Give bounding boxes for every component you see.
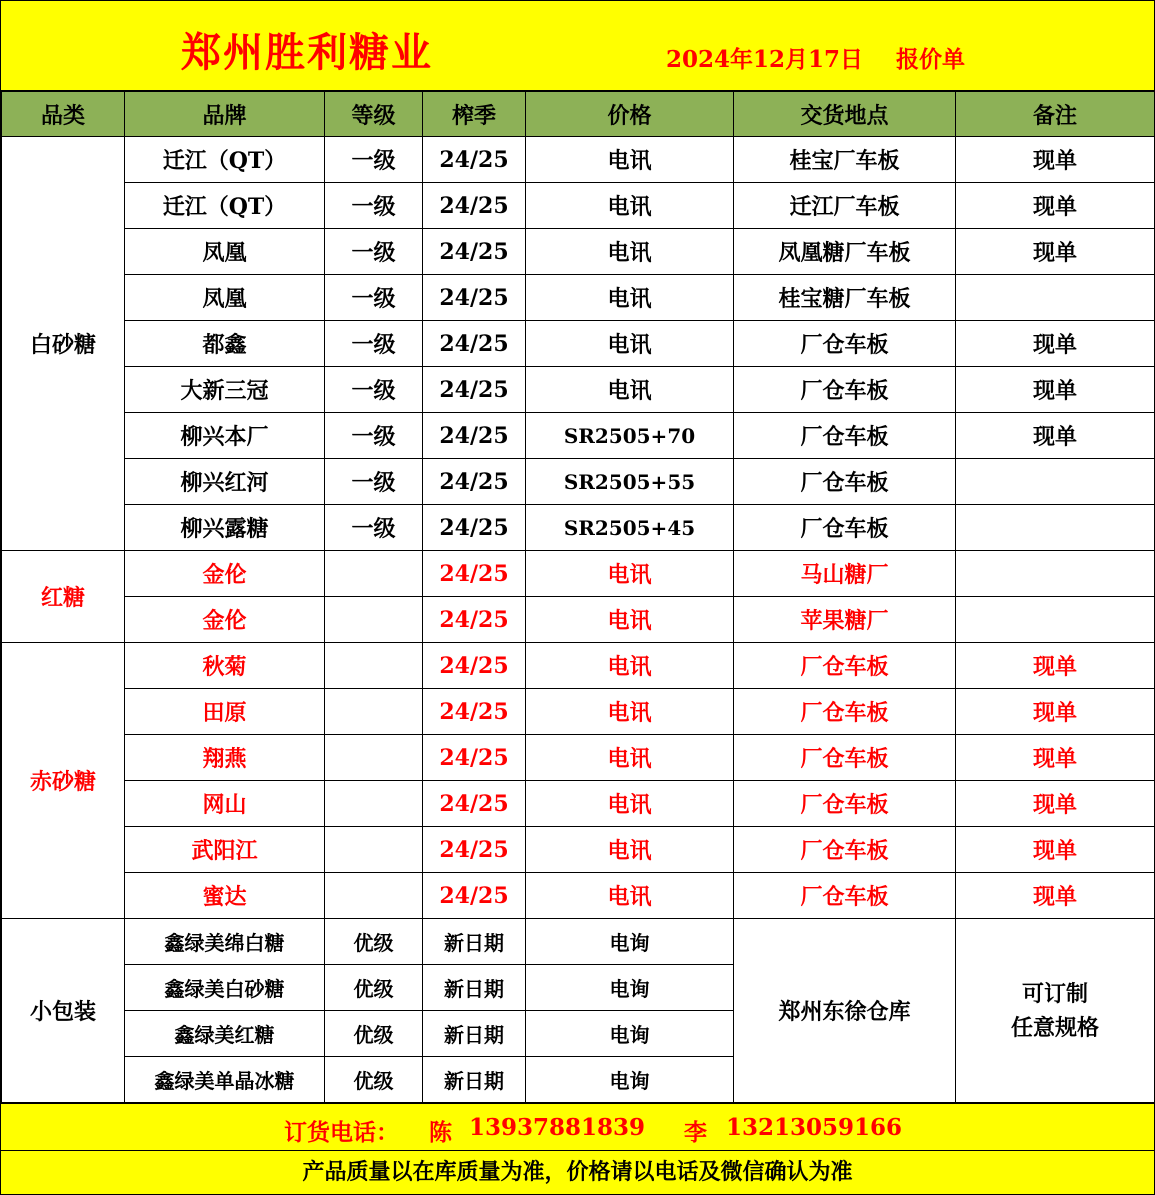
season-cell: 24/25 — [423, 413, 526, 459]
brand-cell: 金伦 — [125, 597, 325, 643]
price-cell: 电讯 — [526, 781, 734, 827]
season-cell: 24/25 — [423, 183, 526, 229]
brand-cell: 鑫绿美绵白糖 — [125, 919, 325, 965]
grade-cell — [325, 689, 423, 735]
price-table — [1, 91, 1155, 1103]
season-cell: 24/25 — [423, 367, 526, 413]
price-cell: 电讯 — [526, 137, 734, 183]
grade-cell: 一级 — [325, 137, 423, 183]
brand-cell: 网山 — [125, 781, 325, 827]
company-name: 郑州胜利糖业 — [181, 29, 433, 76]
note-cell: 现单 — [956, 229, 1155, 275]
table-row — [2, 137, 1155, 183]
grade-cell: 优级 — [325, 1057, 423, 1103]
note-cell — [956, 919, 1155, 1103]
brand-cell: 武阳江 — [125, 827, 325, 873]
location-cell: 厂仓车板 — [734, 827, 956, 873]
grade-cell — [325, 735, 423, 781]
price-cell: 电询 — [526, 1057, 734, 1103]
table-row — [2, 689, 1155, 735]
price-cell: 电询 — [526, 919, 734, 965]
note-cell: 现单 — [956, 137, 1155, 183]
brand-cell: 鑫绿美红糖 — [125, 1011, 325, 1057]
note-line-1: 可订制 — [1021, 980, 1088, 1007]
column-header-price: 价格 — [526, 92, 734, 137]
table-row — [2, 643, 1155, 689]
location-cell: 迁江厂车板 — [734, 183, 956, 229]
table-row — [2, 505, 1155, 551]
brand-cell: 田原 — [125, 689, 325, 735]
note-cell: 现单 — [956, 183, 1155, 229]
grade-cell: 一级 — [325, 367, 423, 413]
table-row — [2, 551, 1155, 597]
column-header-location: 交货地点 — [734, 92, 956, 137]
season-cell: 新日期 — [423, 1057, 526, 1103]
grade-cell: 一级 — [325, 505, 423, 551]
location-cell: 厂仓车板 — [734, 459, 956, 505]
price-cell: 电询 — [526, 1011, 734, 1057]
price-cell: 电讯 — [526, 643, 734, 689]
brand-cell: 柳兴本厂 — [125, 413, 325, 459]
grade-cell — [325, 827, 423, 873]
season-cell: 24/25 — [423, 505, 526, 551]
table-row — [2, 827, 1155, 873]
order-label: 订货电话： — [284, 1119, 399, 1146]
price-cell: 电讯 — [526, 367, 734, 413]
season-cell: 24/25 — [423, 781, 526, 827]
price-cell: SR2505+55 — [526, 459, 734, 505]
grade-cell: 一级 — [325, 413, 423, 459]
contact1-name: 陈 — [429, 1119, 452, 1146]
location-cell: 厂仓车板 — [734, 321, 956, 367]
location-cell: 厂仓车板 — [734, 367, 956, 413]
season-cell: 新日期 — [423, 1011, 526, 1057]
price-cell: 电讯 — [526, 873, 734, 919]
price-cell: 电讯 — [526, 689, 734, 735]
grade-cell — [325, 643, 423, 689]
brand-cell: 秋菊 — [125, 643, 325, 689]
season-cell: 24/25 — [423, 275, 526, 321]
column-header-season: 榨季 — [423, 92, 526, 137]
table-row — [2, 873, 1155, 919]
disclaimer-text: 产品质量以在库质量为准，价格请以电话及微信确认为准 — [302, 1159, 853, 1185]
category-cell: 白砂糖 — [2, 137, 125, 551]
grade-cell: 优级 — [325, 919, 423, 965]
document-type: 报价单 — [896, 46, 965, 73]
category-cell: 赤砂糖 — [2, 643, 125, 919]
location-cell: 厂仓车板 — [734, 505, 956, 551]
grade-cell: 一级 — [325, 183, 423, 229]
column-header-note: 备注 — [956, 92, 1155, 137]
season-cell: 24/25 — [423, 137, 526, 183]
location-cell: 厂仓车板 — [734, 643, 956, 689]
brand-cell: 鑫绿美白砂糖 — [125, 965, 325, 1011]
grade-cell: 一级 — [325, 229, 423, 275]
column-header-category: 品类 — [2, 92, 125, 137]
note-cell — [956, 597, 1155, 643]
grade-cell: 一级 — [325, 321, 423, 367]
price-cell: 电询 — [526, 965, 734, 1011]
brand-cell: 柳兴红河 — [125, 459, 325, 505]
note-cell: 现单 — [956, 367, 1155, 413]
brand-cell: 鑫绿美单晶冰糖 — [125, 1057, 325, 1103]
contact2-name: 李 — [684, 1119, 707, 1146]
season-cell: 24/25 — [423, 321, 526, 367]
season-cell: 24/25 — [423, 459, 526, 505]
brand-cell: 凤凰 — [125, 229, 325, 275]
grade-cell — [325, 873, 423, 919]
grade-cell — [325, 597, 423, 643]
note-cell: 现单 — [956, 735, 1155, 781]
price-cell: 电讯 — [526, 183, 734, 229]
location-cell: 马山糖厂 — [734, 551, 956, 597]
quote-date: 2024年12月17日 — [666, 46, 864, 73]
table-row — [2, 597, 1155, 643]
order-contact-bar — [1, 1103, 1154, 1151]
location-cell: 厂仓车板 — [734, 735, 956, 781]
season-cell: 24/25 — [423, 229, 526, 275]
note-cell: 现单 — [956, 321, 1155, 367]
price-cell: 电讯 — [526, 827, 734, 873]
price-cell: 电讯 — [526, 229, 734, 275]
season-cell: 24/25 — [423, 597, 526, 643]
location-cell: 苹果糖厂 — [734, 597, 956, 643]
season-cell: 24/25 — [423, 643, 526, 689]
brand-cell: 迁江（QT） — [125, 137, 325, 183]
category-cell: 红糖 — [2, 551, 125, 643]
table-row — [2, 413, 1155, 459]
note-cell — [956, 505, 1155, 551]
table-row — [2, 183, 1155, 229]
brand-cell: 蜜达 — [125, 873, 325, 919]
contact1-phone[interactable]: 13937881839 — [469, 1114, 646, 1141]
table-row — [2, 919, 1155, 965]
grade-cell — [325, 781, 423, 827]
column-header-brand: 品牌 — [125, 92, 325, 137]
column-header-grade: 等级 — [325, 92, 423, 137]
brand-cell: 凤凰 — [125, 275, 325, 321]
grade-cell: 优级 — [325, 965, 423, 1011]
brand-cell: 柳兴露糖 — [125, 505, 325, 551]
location-cell: 桂宝厂车板 — [734, 137, 956, 183]
brand-cell: 都鑫 — [125, 321, 325, 367]
brand-cell: 翔燕 — [125, 735, 325, 781]
note-cell: 现单 — [956, 781, 1155, 827]
price-cell: 电讯 — [526, 597, 734, 643]
table-row — [2, 367, 1155, 413]
grade-cell — [325, 551, 423, 597]
price-cell: 电讯 — [526, 275, 734, 321]
disclaimer-bar — [1, 1151, 1154, 1194]
season-cell: 新日期 — [423, 965, 526, 1011]
location-cell: 厂仓车板 — [734, 413, 956, 459]
table-row — [2, 229, 1155, 275]
note-cell: 现单 — [956, 873, 1155, 919]
table-row — [2, 321, 1155, 367]
brand-cell: 大新三冠 — [125, 367, 325, 413]
table-row — [2, 781, 1155, 827]
brand-cell: 金伦 — [125, 551, 325, 597]
header-row — [2, 92, 1155, 137]
location-cell: 郑州东徐仓库 — [734, 919, 956, 1103]
table-row — [2, 459, 1155, 505]
season-cell: 24/25 — [423, 551, 526, 597]
grade-cell: 优级 — [325, 1011, 423, 1057]
season-cell: 24/25 — [423, 735, 526, 781]
title-bar — [1, 1, 1154, 91]
category-cell: 小包装 — [2, 919, 125, 1103]
table-row — [2, 735, 1155, 781]
location-cell: 桂宝糖厂车板 — [734, 275, 956, 321]
season-cell: 新日期 — [423, 919, 526, 965]
location-cell: 厂仓车板 — [734, 689, 956, 735]
location-cell: 厂仓车板 — [734, 873, 956, 919]
location-cell: 厂仓车板 — [734, 781, 956, 827]
table-row — [2, 275, 1155, 321]
price-cell: 电讯 — [526, 551, 734, 597]
note-cell — [956, 275, 1155, 321]
price-cell: SR2505+70 — [526, 413, 734, 459]
contact2-phone[interactable]: 13213059166 — [726, 1114, 903, 1141]
location-cell: 凤凰糖厂车板 — [734, 229, 956, 275]
note-cell: 现单 — [956, 827, 1155, 873]
grade-cell: 一级 — [325, 275, 423, 321]
note-cell — [956, 459, 1155, 505]
brand-cell: 迁江（QT） — [125, 183, 325, 229]
grade-cell: 一级 — [325, 459, 423, 505]
season-cell: 24/25 — [423, 689, 526, 735]
note-line-2: 任意规格 — [1010, 1014, 1099, 1041]
price-cell: 电讯 — [526, 321, 734, 367]
note-cell — [956, 551, 1155, 597]
note-cell: 现单 — [956, 413, 1155, 459]
season-cell: 24/25 — [423, 873, 526, 919]
note-cell: 现单 — [956, 643, 1155, 689]
season-cell: 24/25 — [423, 827, 526, 873]
price-cell: 电讯 — [526, 735, 734, 781]
price-cell: SR2505+45 — [526, 505, 734, 551]
note-cell: 现单 — [956, 689, 1155, 735]
